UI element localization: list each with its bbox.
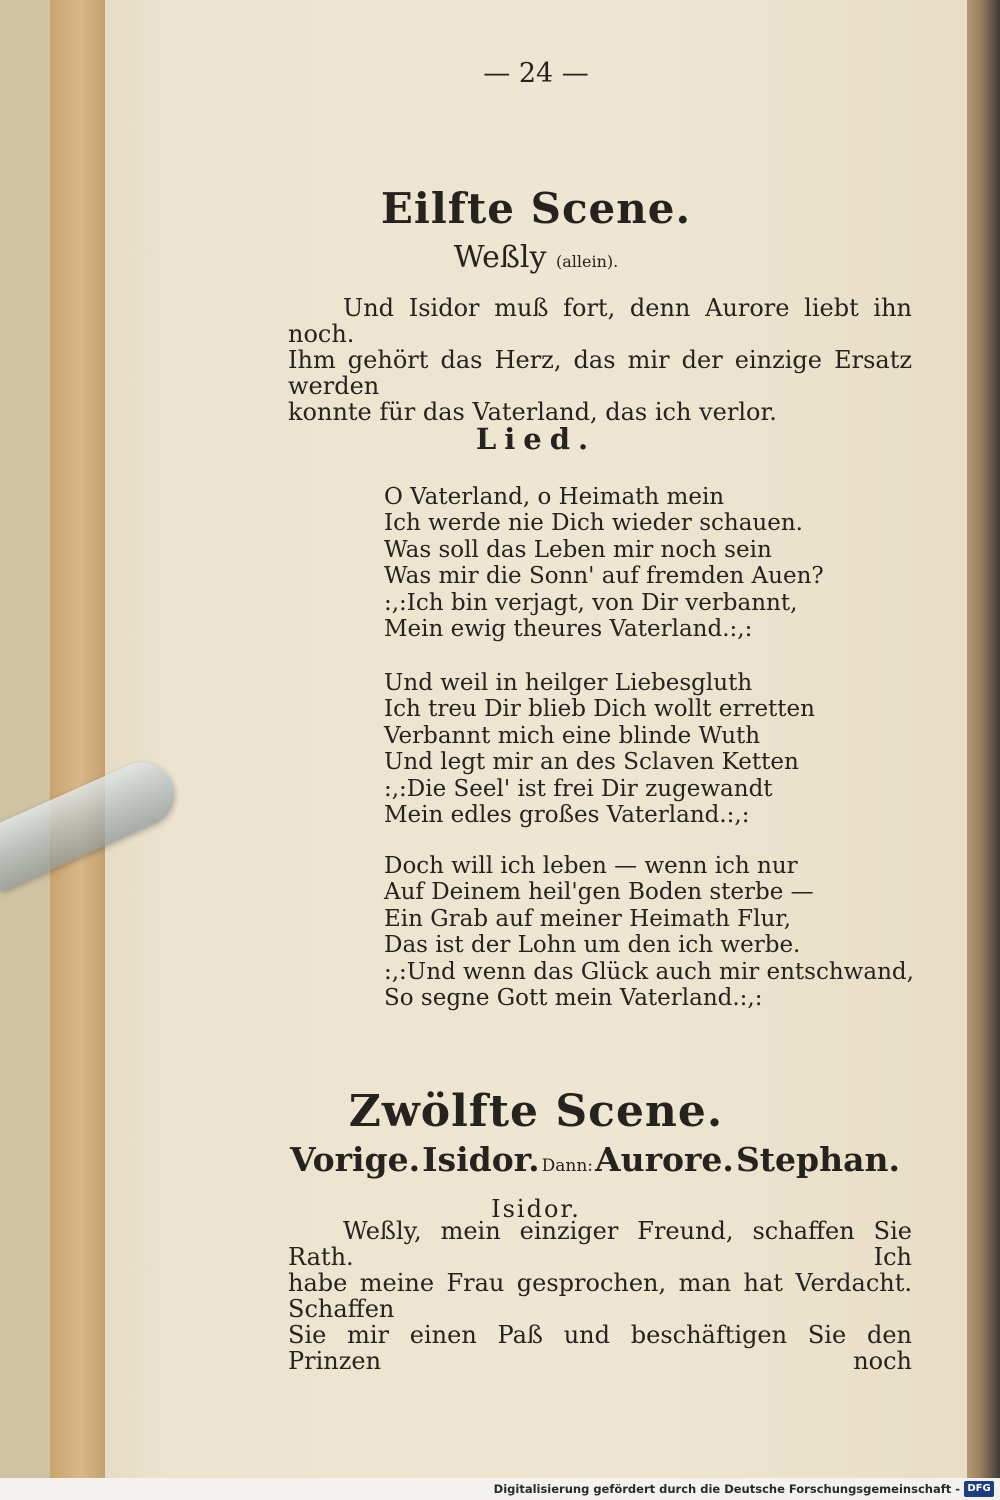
page-number: — 24 — bbox=[483, 58, 589, 89]
scene-12-title: Zwölfte Scene. bbox=[348, 1086, 724, 1137]
verse-line: Und weil in heilger Liebesgluth bbox=[384, 670, 753, 696]
verse-line: Doch will ich leben — wenn ich nur bbox=[384, 853, 798, 879]
verse-line: Verbannt mich eine blinde Wuth bbox=[384, 722, 761, 749]
song-stanza-3 bbox=[384, 853, 914, 1011]
scene-12-speaker: Isidor. bbox=[491, 1195, 581, 1223]
verse-line: :,:Und wenn das Glück auch mir entschwand, bbox=[384, 958, 914, 985]
scene-11-monologue bbox=[288, 295, 912, 425]
stage-direction: (allein). bbox=[556, 252, 619, 271]
cast-then-label: Dann: bbox=[541, 1156, 594, 1176]
verse-line: Das ist der Lohn um den ich werbe. bbox=[384, 932, 801, 959]
scene-12-dialogue bbox=[288, 1218, 912, 1374]
scene-12-cast bbox=[290, 1140, 900, 1179]
verse-line: Ein Grab auf meiner Heimath Flur, bbox=[384, 905, 792, 932]
verse-line: Mein edles großes Vaterland.:,: bbox=[384, 802, 750, 829]
prose-line: Und Isidor muß fort, denn Aurore liebt ihn noch. bbox=[288, 294, 912, 348]
prose-line: habe meine Frau gesprochen, man hat Verdacht. Schaffen bbox=[288, 1269, 912, 1323]
verse-line: Mein ewig theures Vaterland.:,: bbox=[384, 616, 753, 643]
verse-line: So segne Gott mein Vaterland.:,: bbox=[384, 985, 763, 1012]
page-edge-left bbox=[50, 0, 105, 1478]
verse-line: Auf Deinem heil'gen Boden sterbe — bbox=[384, 879, 814, 906]
footer-bar bbox=[0, 1478, 1000, 1500]
verse-line: Was mir die Sonn' auf fremden Auen? bbox=[384, 563, 824, 590]
scene-11-title: Eilfte Scene. bbox=[380, 184, 692, 233]
verse-line: O Vaterland, o Heimath mein bbox=[384, 484, 725, 510]
book-page bbox=[105, 0, 967, 1478]
prose-line: Weßly, mein einziger Freund, schaffen Sie Rath. Ich bbox=[288, 1217, 912, 1271]
prose-line: Sie mir einen Paß und beschäftigen Sie den Prinzen noch bbox=[288, 1321, 912, 1375]
cast-member: Stephan. bbox=[735, 1140, 900, 1179]
prose-line: konnte für das Vaterland, das ich verlor. bbox=[288, 398, 777, 426]
verse-line: Was soll das Leben mir noch sein bbox=[384, 536, 772, 563]
cast-member: Aurore. bbox=[595, 1140, 734, 1179]
verse-line: Und legt mir an des Sclaven Ketten bbox=[384, 749, 799, 776]
prose-line: Ihm gehört das Herz, das mir der einzige Ersatz werden bbox=[288, 346, 912, 400]
song-stanza-1 bbox=[384, 484, 824, 642]
verse-line: Ich werde nie Dich wieder schauen. bbox=[384, 510, 803, 537]
verse-line: Ich treu Dir blieb Dich wollt erretten bbox=[384, 696, 815, 723]
page-edge-right bbox=[966, 0, 1000, 1478]
cast-member: Isidor. bbox=[422, 1140, 540, 1179]
cast-member: Vorige. bbox=[290, 1140, 421, 1179]
song-stanza-2 bbox=[384, 670, 815, 828]
funding-credit: Digitalisierung gefördert durch die Deutsche Forschungsgemeinschaft - bbox=[493, 1482, 960, 1496]
verse-line: :,:Die Seel' ist frei Dir zugewandt bbox=[384, 775, 773, 802]
speaker-name: Weßly bbox=[453, 240, 547, 275]
song-heading: Lied. bbox=[475, 422, 597, 456]
scene-11-speaker bbox=[105, 240, 967, 275]
verse-line: :,:Ich bin verjagt, von Dir verbannt, bbox=[384, 589, 798, 616]
dfg-logo-icon: DFG bbox=[964, 1481, 994, 1497]
